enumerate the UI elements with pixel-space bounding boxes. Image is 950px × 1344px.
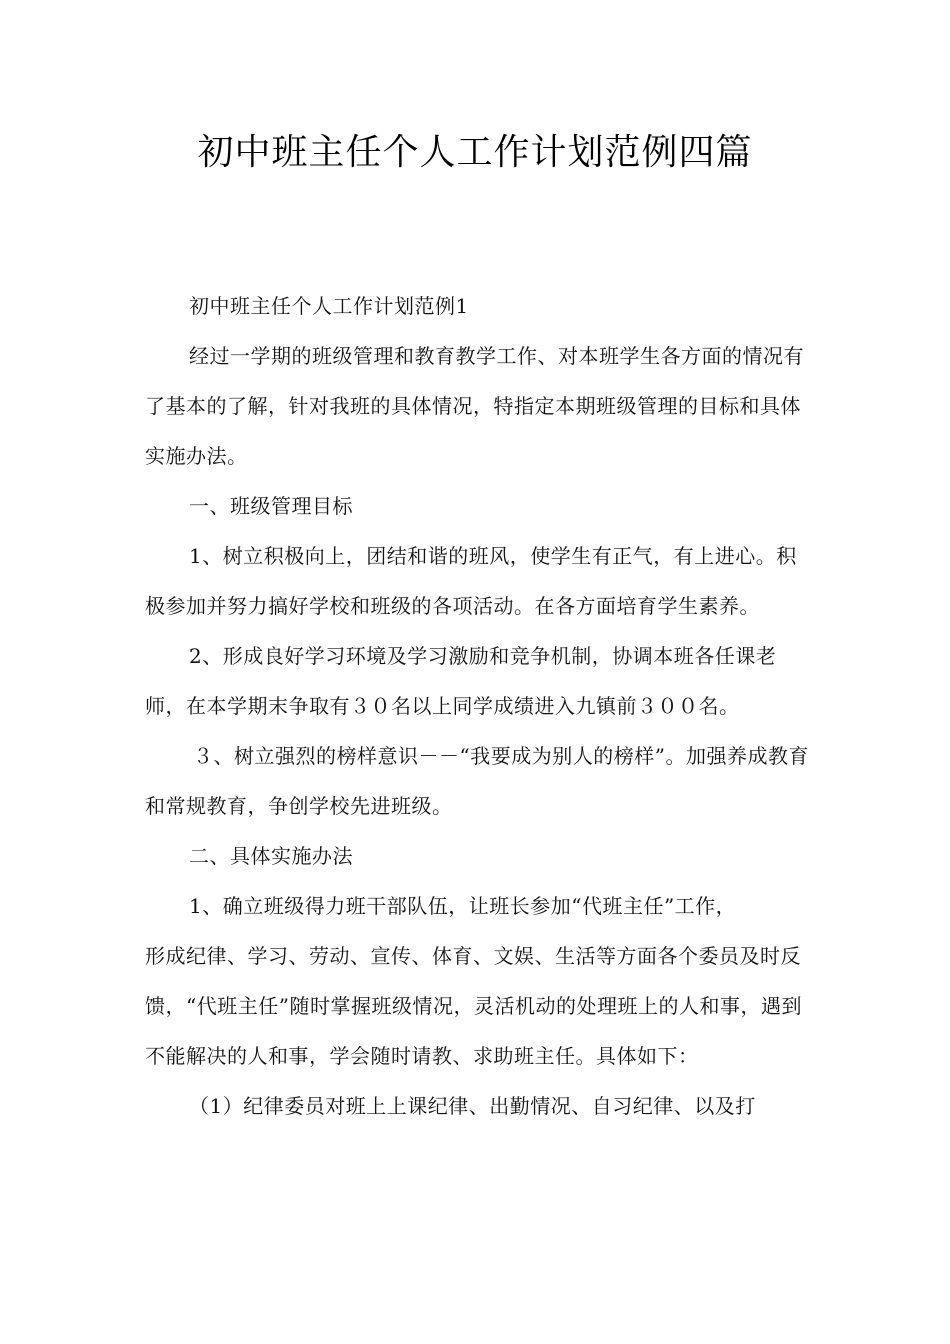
goal-item-3: ３、树立强烈的榜样意识－－“我要成为别人的榜样”。加强养成教育和常规教育，争创学校先进班级。: [145, 744, 809, 818]
document-title: 初中班主任个人工作计划范例四篇: [197, 132, 753, 173]
section-heading-example-1: 初中班主任个人工作计划范例1: [189, 294, 469, 318]
section-heading-methods: 二、具体实施办法: [189, 844, 353, 868]
method-subitem-1: （1）纪律委员对班上上课纪律、出勤情况、自习纪律、以及打: [189, 1094, 756, 1118]
method-item-1: 1、确立班级得力班干部队伍，让班长参加“代班主任”工作，: [189, 894, 737, 918]
goal-item-2: 2、形成良好学习环境及学习激励和竞争机制，协调本班各任课老师，在本学期末争取有３０名以上同学成绩进入九镇前３００名。: [145, 644, 777, 718]
section-heading-goals: 一、班级管理目标: [189, 494, 353, 518]
intro-paragraph: 经过一学期的班级管理和教育教学工作、对本班学生各方面的情况有了基本的了解，针对我班的具体情况，特指定本期班级管理的目标和具体实施办法。: [145, 344, 804, 468]
goal-item-1: 1、树立积极向上，团结和谐的班风，使学生有正气，有上进心。积极参加并努力搞好学校和班级的各项活动。在各方面培育学生素养。: [145, 544, 797, 618]
document-body: [145, 281, 809, 1131]
method-item-1-continued: 形成纪律、学习、劳动、宣传、体育、文娱、生活等方面各个委员及时反馈，“代班主任”随时掌握班级情况，灵活机动的处理班上的人和事，遇到不能解决的人和事，学会随时请教、求助班主任。具体如下：: [145, 944, 802, 1068]
